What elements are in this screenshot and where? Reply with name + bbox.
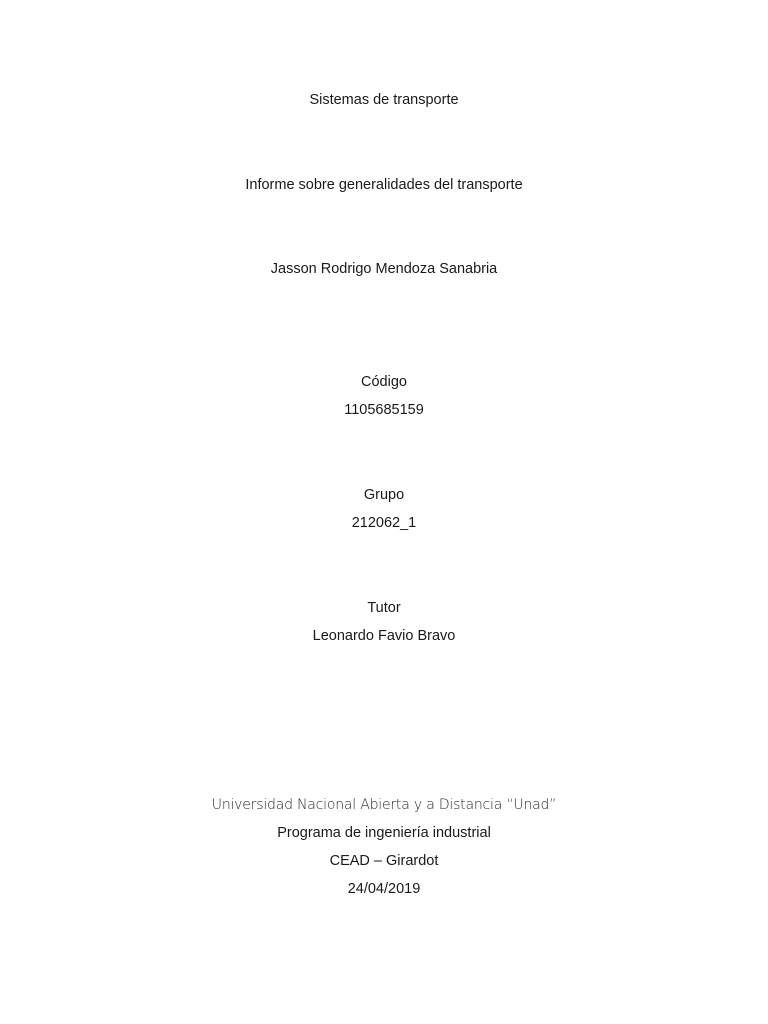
author-name: Jasson Rodrigo Mendoza Sanabria [270, 261, 498, 277]
code-value: 1105685159 [344, 402, 424, 418]
code-label: Código [361, 374, 407, 390]
course-name: Sistemas de transporte [309, 92, 459, 108]
group-value: 212062_1 [351, 515, 417, 531]
tutor-label: Tutor [367, 600, 401, 616]
program-name: Programa de ingeniería industrial [277, 825, 491, 841]
university-name: Universidad Nacional Abierta y a Distancia “Unad” [211, 797, 557, 813]
tutor-name: Leonardo Favio Bravo [312, 628, 456, 644]
date: 24/04/2019 [347, 881, 421, 897]
group-label: Grupo [363, 487, 405, 503]
report-title: Informe sobre generalidades del transporte [245, 177, 523, 193]
center-name: CEAD – Girardot [329, 853, 439, 869]
